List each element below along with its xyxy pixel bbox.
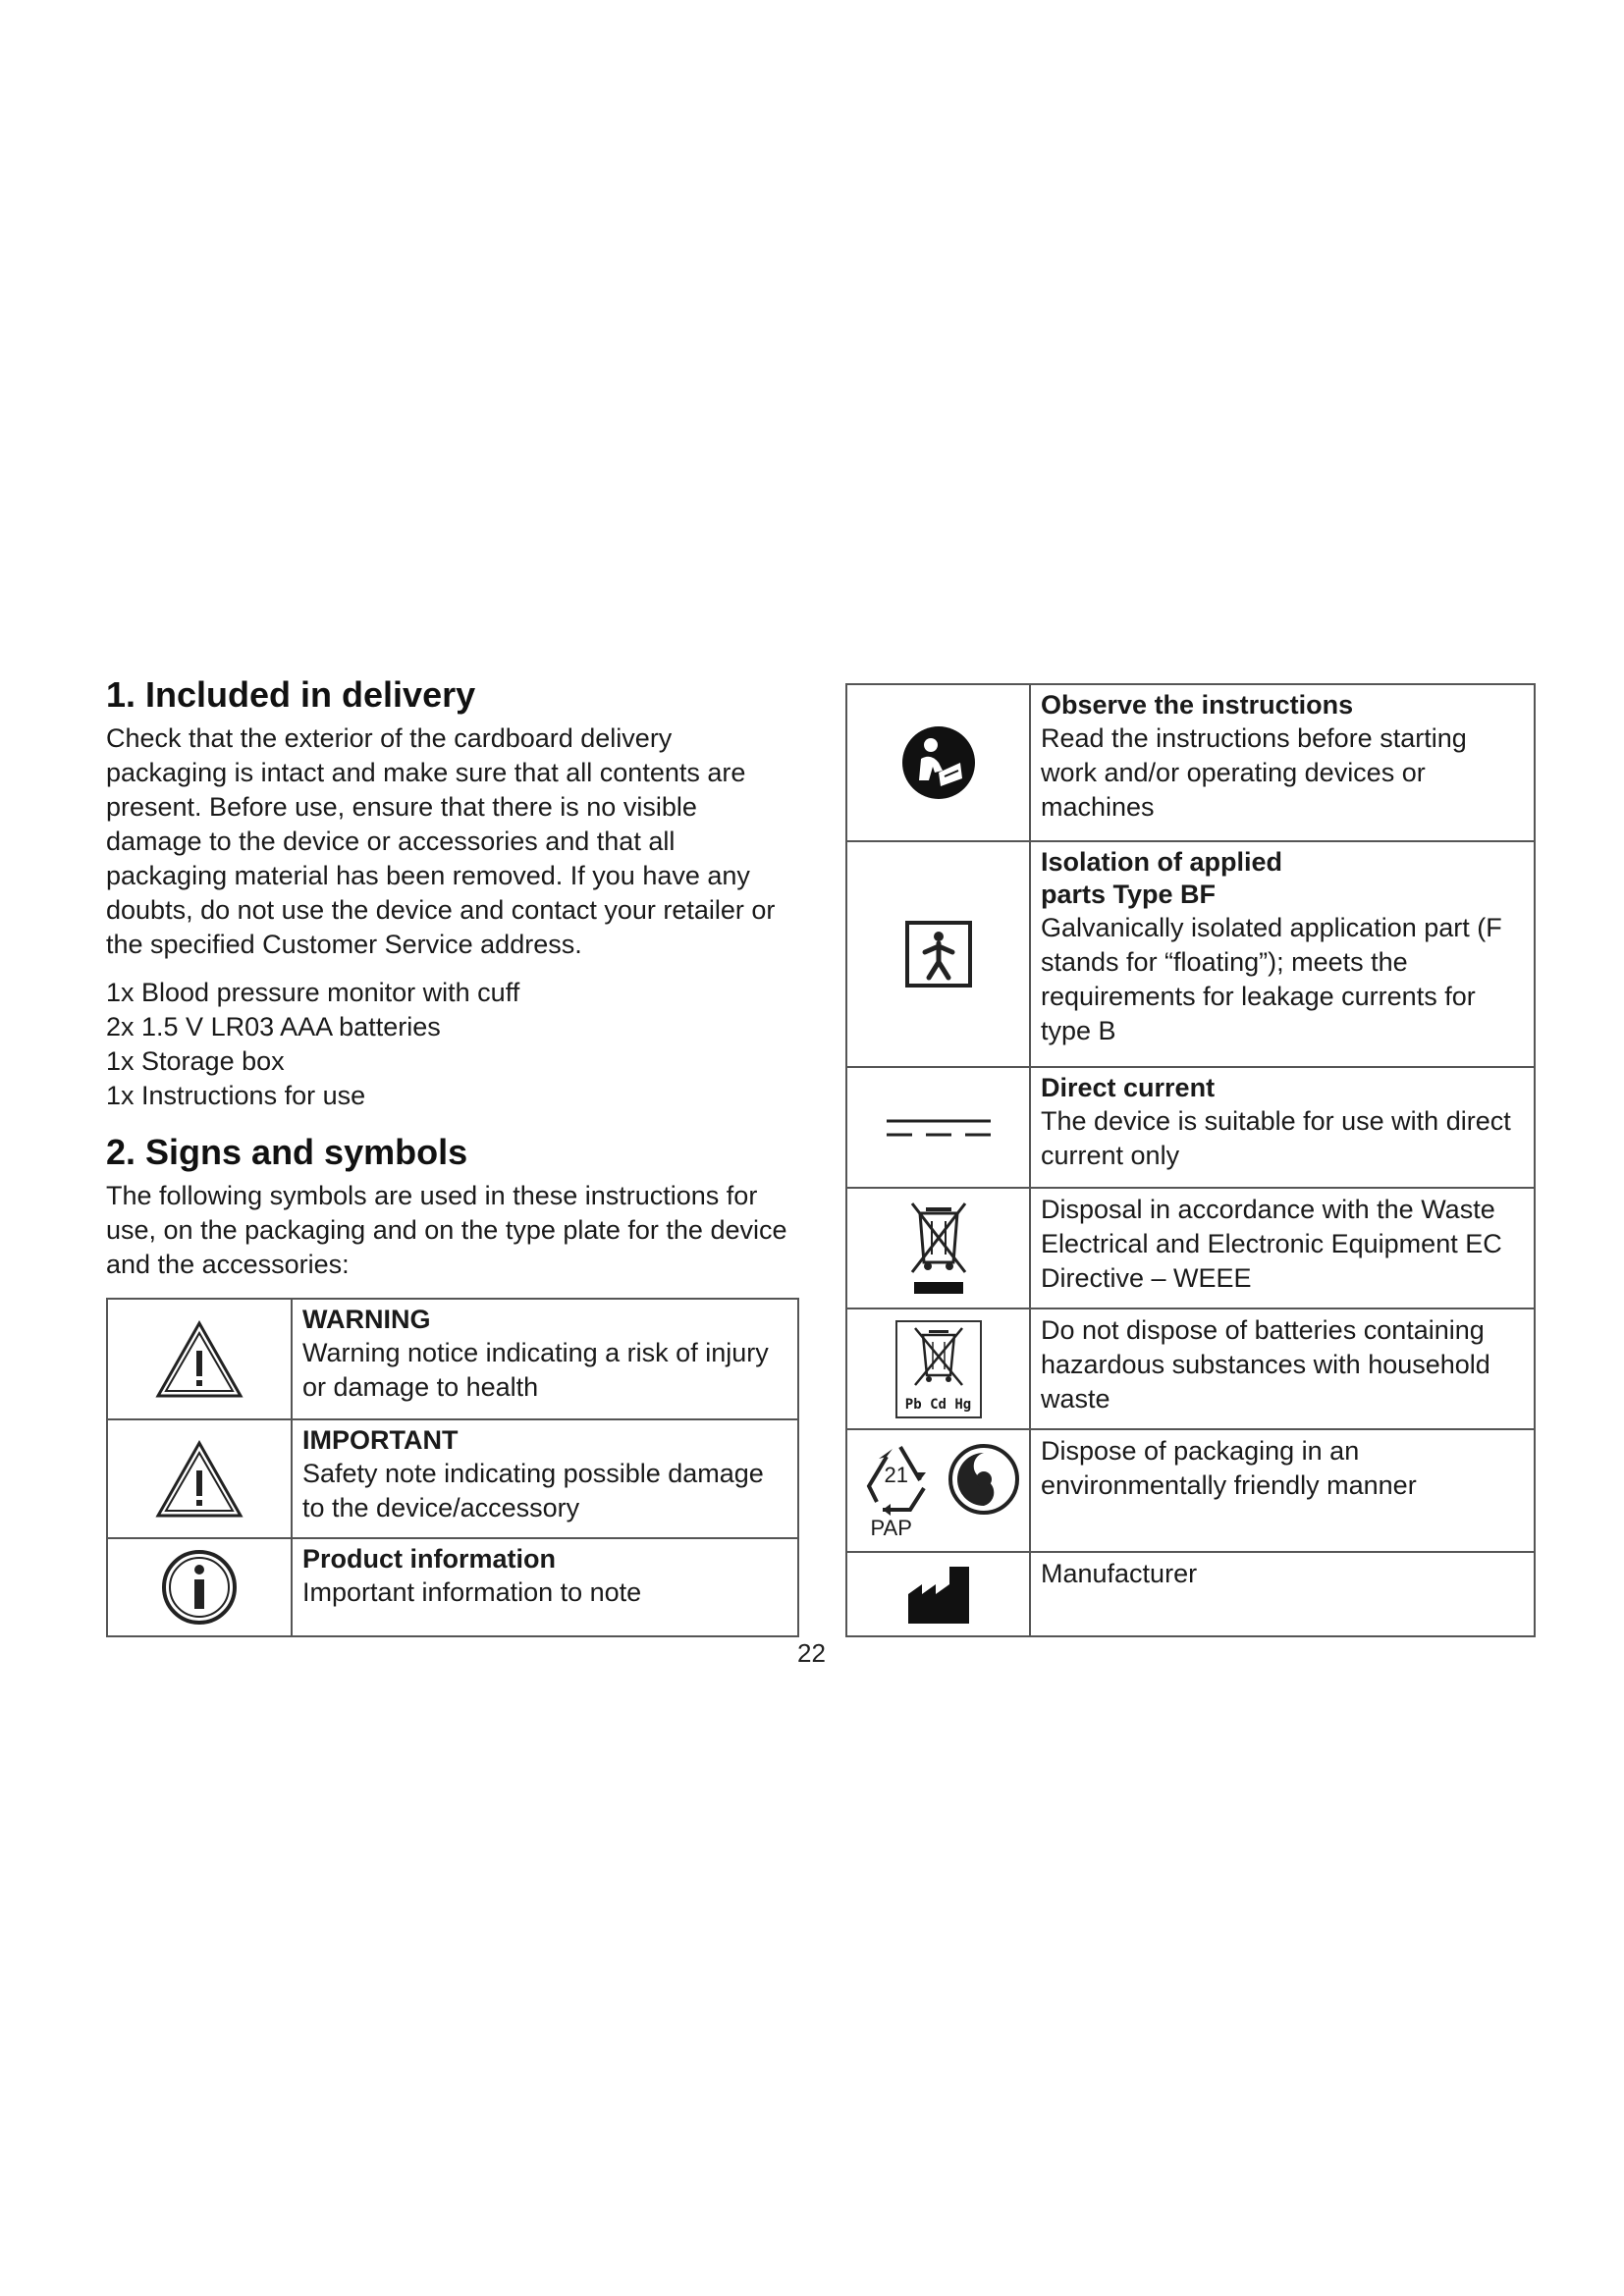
weee-bin-icon — [906, 1200, 971, 1298]
recycle-number: 21 — [884, 1462, 908, 1487]
table-row — [846, 1429, 1535, 1552]
table-row — [846, 684, 1535, 841]
text-cell — [1030, 1552, 1535, 1636]
row-title: WARNING — [302, 1305, 431, 1335]
icon-cell — [107, 1299, 292, 1419]
table-row — [846, 1067, 1535, 1188]
row-title: Isolation of applied parts Type BF — [1041, 847, 1283, 909]
right-column — [845, 683, 1536, 1637]
text-cell — [1030, 1067, 1535, 1188]
table-row — [846, 841, 1535, 1067]
text-cell — [1030, 1429, 1535, 1552]
icon-cell — [846, 841, 1030, 1067]
table-row — [107, 1419, 798, 1538]
icon-cell — [846, 1552, 1030, 1636]
row-desc: Safety note indicating possible damage to the device/accessory — [302, 1459, 764, 1523]
list-item: 1x Storage box — [106, 1046, 285, 1077]
info-icon — [160, 1548, 239, 1627]
row-title: Product information — [302, 1544, 556, 1575]
row-desc: Manufacturer — [1041, 1559, 1198, 1588]
recycle-green-dot-icon — [855, 1437, 1022, 1545]
text-cell — [1030, 1188, 1535, 1308]
recycle-code: PAP — [870, 1515, 912, 1540]
row-title: Direct current — [1041, 1073, 1216, 1102]
row-desc: Important information to note — [302, 1577, 642, 1608]
warning-triangle-icon — [154, 1439, 244, 1520]
table-row — [107, 1538, 798, 1636]
battery-bin-icon — [895, 1320, 982, 1418]
read-instructions-icon — [899, 723, 978, 802]
left-column — [106, 673, 799, 1637]
section1-intro: Check that the exterior of the cardboard delivery packaging is intact and make sure that all contents are present. Before use, ensure that there is no visible damage to the device or accessories and that all packaging material has been removed. If you have any doubts, do not use the device and contact your retailer or the specified Customer Service address. — [106, 723, 776, 960]
section2-heading: 2. Signs and symbols — [106, 1132, 468, 1173]
warning-triangle-icon — [154, 1319, 244, 1400]
icon-cell — [846, 684, 1030, 841]
section2-intro: The following symbols are used in these instructions for use, on the packaging and on the type plate for the device and the accessories: — [106, 1181, 787, 1280]
icon-cell — [846, 1188, 1030, 1308]
section1-heading: 1. Included in delivery — [106, 674, 476, 715]
row-title: Observe the instructions — [1041, 690, 1354, 720]
text-cell — [292, 1419, 798, 1538]
text-cell — [292, 1538, 798, 1636]
icon-cell — [846, 1429, 1030, 1552]
manufacturer-icon — [904, 1563, 973, 1626]
table-row — [846, 1188, 1535, 1308]
row-desc: Disposal in accordance with the Waste Electrical and Electronic Equipment EC Directive – WEEE — [1041, 1195, 1502, 1293]
page-number: 22 — [797, 1638, 826, 1668]
table-row — [846, 1552, 1535, 1636]
text-cell — [292, 1299, 798, 1419]
icon-cell — [107, 1538, 292, 1636]
green-dot-icon — [947, 1443, 1020, 1516]
text-cell — [1030, 684, 1535, 841]
row-desc: Read the instructions before starting work and/or operating devices or machines — [1041, 723, 1467, 822]
list-item: 1x Instructions for use — [106, 1081, 366, 1111]
row-desc: Galvanically isolated application part (F stands for “floating”); meets the requirements for leakage currents for type B — [1041, 913, 1502, 1045]
icon-cell — [846, 1308, 1030, 1429]
list-item: 2x 1.5 V LR03 AAA batteries — [106, 1012, 441, 1042]
symbols-table-right — [845, 683, 1536, 1637]
row-desc: Do not dispose of batteries containing hazardous substances with household waste — [1041, 1315, 1490, 1414]
row-title: IMPORTANT — [302, 1425, 459, 1456]
table-row — [107, 1299, 798, 1419]
row-desc: The device is suitable for use with direct current only — [1041, 1106, 1511, 1170]
type-bf-icon — [903, 919, 974, 989]
symbols-table-left — [106, 1298, 799, 1637]
list-item: 1x Blood pressure monitor with cuff — [106, 978, 520, 1008]
icon-cell — [846, 1067, 1030, 1188]
row-desc: Warning notice indicating a risk of injury or damage to health — [302, 1338, 769, 1403]
text-cell — [1030, 841, 1535, 1067]
battery-chemicals-label: Pb Cd Hg — [904, 1396, 972, 1413]
table-row — [846, 1308, 1535, 1429]
text-cell — [1030, 1308, 1535, 1429]
icon-cell — [107, 1419, 292, 1538]
direct-current-icon — [885, 1113, 993, 1143]
row-desc: Dispose of packaging in an environmentally friendly manner — [1041, 1436, 1417, 1500]
delivery-contents-list — [106, 976, 799, 1113]
